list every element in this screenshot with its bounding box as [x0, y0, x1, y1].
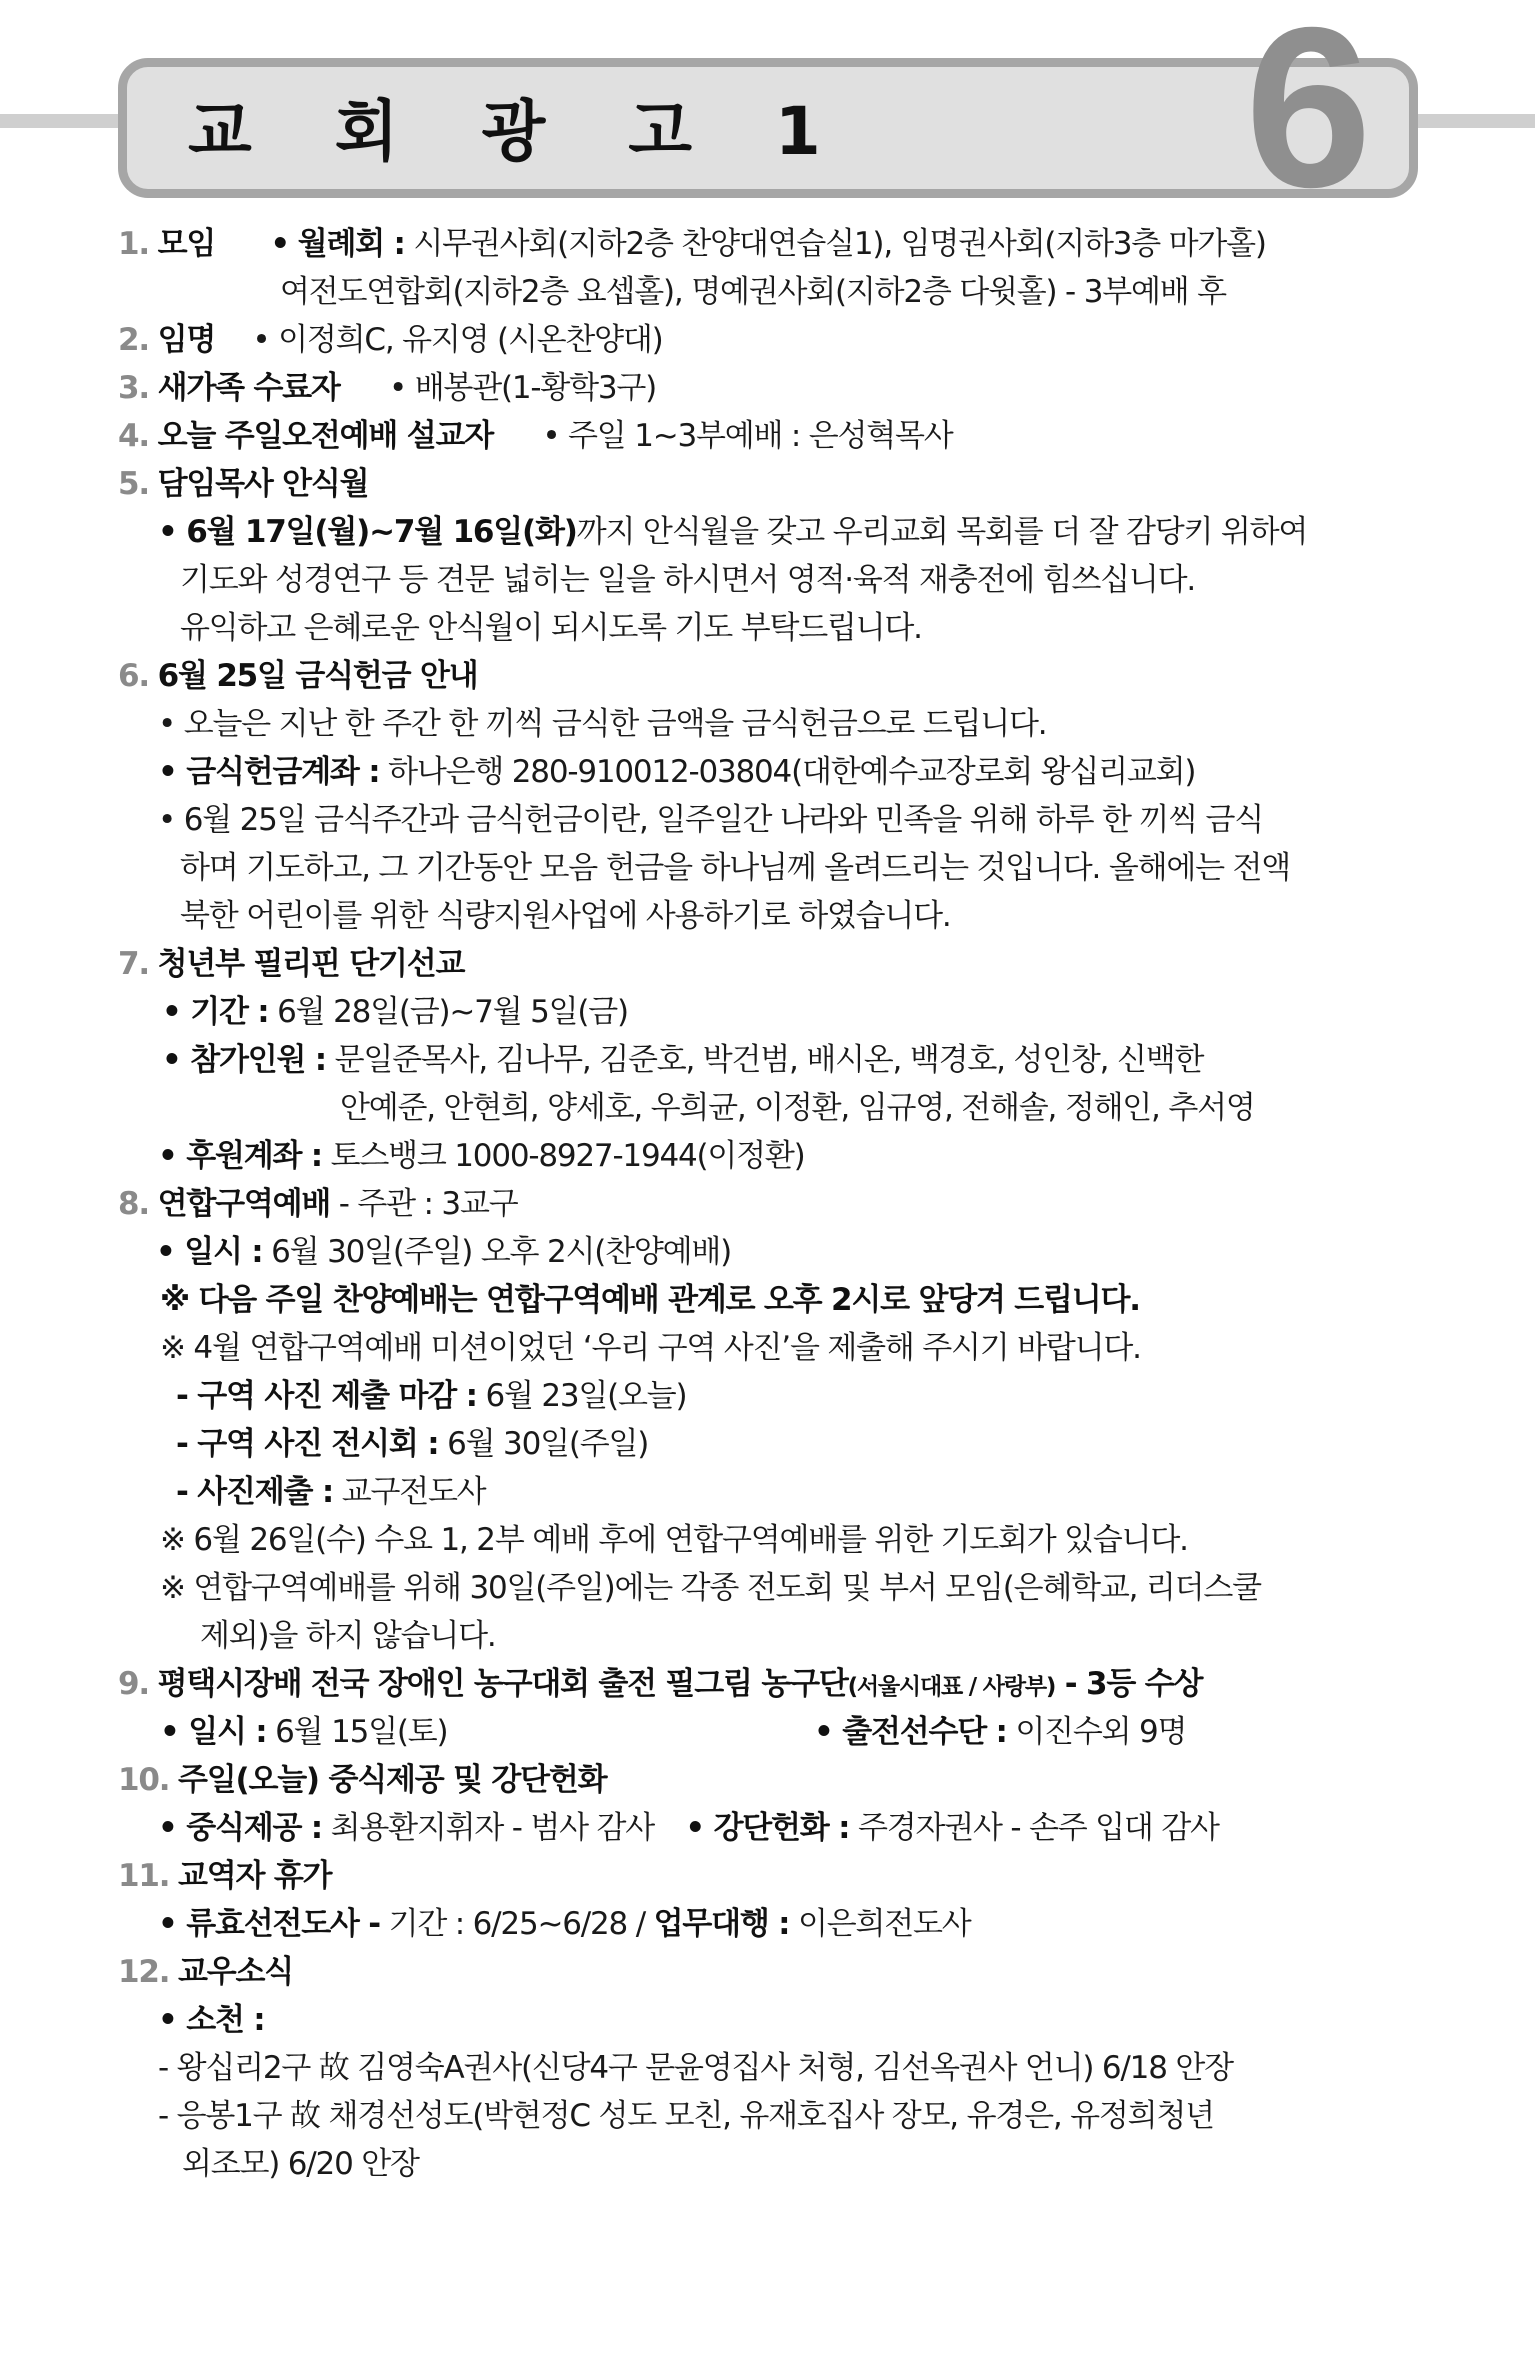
item-label: - 구역 사진 제출 마감 : — [176, 1378, 477, 1414]
section-8-line-4 — [118, 1372, 1428, 1420]
section-number: 11. — [118, 1858, 170, 1894]
section-title: 주일(오늘) 중식제공 및 강단헌화 — [177, 1762, 607, 1798]
item-text: 기간 : 6/25~6/28 / — [379, 1906, 654, 1942]
section-9-title-line — [118, 1660, 1428, 1708]
section-3-line-1 — [118, 364, 1428, 412]
item-label: • 참가인원 : — [162, 1042, 326, 1078]
section-6-line-2 — [118, 748, 1428, 796]
section-8-line-2: ※ 다음 주일 찬양예배는 연합구역예배 관계로 오후 2시로 앞당겨 드립니다. — [160, 1282, 1140, 1318]
section-title: 오늘 주일오전예배 설교자 — [157, 418, 493, 454]
section-8-line-8: ※ 연합구역예배를 위해 30일(주일)에는 각종 전도회 및 부서 모임(은혜학교, 리더스쿨 — [160, 1570, 1261, 1606]
section-number: 6. — [118, 658, 149, 694]
item-text: 최용환지휘자 - 범사 감사 — [321, 1810, 655, 1846]
section-8-line-7: ※ 6월 26일(수) 수요 1, 2부 예배 후에 연합구역예배를 위한 기도회가 있습니다. — [160, 1522, 1188, 1558]
section-title: 6월 25일 금식헌금 안내 — [157, 658, 478, 694]
section-6-line-1: • 오늘은 지난 한 주간 한 끼씩 금식한 금액을 금식헌금으로 드립니다. — [158, 706, 1047, 742]
item-text: 6월 30일(주일) 오후 2시(찬양예배) — [262, 1234, 731, 1270]
item-label: • 후원계좌 : — [158, 1138, 322, 1174]
item-label: • 금식헌금계좌 : — [158, 754, 380, 790]
section-number: 2. — [118, 322, 149, 358]
section-number: 10. — [118, 1762, 170, 1798]
item-label: • 기간 : — [162, 994, 269, 1030]
item-text: 까지 안식월을 갖고 우리교회 목회를 더 잘 감당키 위하여 — [576, 514, 1308, 550]
item-text: 6월 15일(토) — [266, 1714, 448, 1750]
section-8-line-3: ※ 4월 연합구역예배 미션이었던 ‘우리 구역 사진’을 제출해 주시기 바랍니다. — [160, 1330, 1141, 1366]
item-label: • 일시 : — [156, 1234, 263, 1270]
page-title: 교 회 광 고 1 — [188, 93, 851, 170]
page-number: 6 — [1245, 0, 1372, 235]
section-5-line-2: 기도와 성경연구 등 견문 넓히는 일을 하시면서 영적·육적 재충전에 힘쓰십니다. — [180, 562, 1196, 598]
section-11-line-1 — [118, 1900, 1428, 1948]
section-title-note: (서울시대표 / 사랑부) — [847, 1674, 1056, 1700]
item-label: • 류효선전도사 - — [158, 1906, 380, 1942]
section-number: 9. — [118, 1666, 149, 1702]
item-text: 6월 23일(오늘) — [476, 1378, 687, 1414]
bullet: • — [270, 226, 290, 262]
section-number: 12. — [118, 1954, 170, 1990]
item-text: 시무권사회(지하2층 찬양대연습실1), 임명권사회(지하3층 마가홀) — [404, 226, 1266, 262]
section-9-line-1 — [118, 1708, 1428, 1756]
section-10-line-1 — [118, 1804, 1428, 1852]
item-label: • 출전선수단 : — [814, 1714, 1007, 1750]
section-8-line-1 — [118, 1228, 1428, 1276]
section-title: 교역자 휴가 — [177, 1858, 332, 1894]
section-title: 새가족 수료자 — [157, 370, 340, 406]
item-label: 업무대행 : — [653, 1906, 790, 1942]
item-text: 이은희전도사 — [789, 1906, 971, 1942]
section-7-line-2 — [118, 1036, 1428, 1084]
section-8-title-line — [118, 1180, 1428, 1228]
section-title: 청년부 필리핀 단기선교 — [157, 946, 465, 982]
section-12-line-4: 외조모) 6/20 안장 — [182, 2146, 419, 2182]
section-number: 8. — [118, 1186, 149, 1222]
section-10-title-line — [118, 1756, 1428, 1804]
section-number: 3. — [118, 370, 149, 406]
section-subtitle: - 주관 : 3교구 — [330, 1186, 518, 1222]
section-5-line-1 — [118, 508, 1428, 556]
item-label: • 6월 17일(월)~7월 16일(화) — [158, 514, 577, 550]
section-number: 7. — [118, 946, 149, 982]
section-title: 평택시장배 전국 장애인 농구대회 출전 필그림 농구단 — [157, 1666, 848, 1702]
item-text: 6월 30일(주일) — [438, 1426, 649, 1462]
section-7-line-4 — [118, 1132, 1428, 1180]
section-1-line-2: 여전도연합회(지하2층 요셉홀), 명예권사회(지하2층 다윗홀) - 3부예배 후 — [280, 274, 1226, 310]
section-8-line-5 — [118, 1420, 1428, 1468]
section-title: 연합구역예배 — [157, 1186, 331, 1222]
announcement-list — [118, 220, 1428, 2188]
section-12-line-3: - 응봉1구 故 채경선성도(박현정C 성도 모친, 유재호집사 장모, 유경은, 유정희청년 — [158, 2098, 1214, 2134]
section-title-award: - 3등 수상 — [1055, 1666, 1203, 1702]
section-12-line-1: • 소천 : — [158, 2002, 265, 2038]
item-text: 6월 28일(금)~7월 5일(금) — [268, 994, 628, 1030]
section-12-line-2: - 왕십리2구 故 김영숙A권사(신당4구 문윤영집사 처형, 김선옥권사 언니) 6/18 안장 — [158, 2050, 1233, 2086]
section-title: 임명 — [157, 322, 216, 358]
section-12-title-line — [118, 1948, 1428, 1996]
section-number: 5. — [118, 466, 149, 502]
section-7-title-line — [118, 940, 1428, 988]
item-text: • 주일 1~3부예배 : 은성혁목사 — [542, 418, 953, 454]
section-8-line-9: 제외)을 하지 않습니다. — [200, 1618, 496, 1654]
section-1-line-1 — [118, 220, 1428, 268]
item-label: • 강단헌화 : — [685, 1810, 850, 1846]
item-label: 월례회 : — [297, 226, 405, 262]
section-11-title-line — [118, 1852, 1428, 1900]
section-8-line-6 — [118, 1468, 1428, 1516]
section-5-title-line — [118, 460, 1428, 508]
item-label: • 일시 : — [160, 1714, 267, 1750]
item-label: - 구역 사진 전시회 : — [176, 1426, 439, 1462]
section-6-line-5: 북한 어린이를 위한 식량지원사업에 사용하기로 하였습니다. — [180, 898, 951, 934]
section-number: 1. — [118, 226, 149, 262]
section-6-title-line — [118, 652, 1428, 700]
item-text: 이진수외 9명 — [1006, 1714, 1187, 1750]
section-5-line-3: 유익하고 은혜로운 안식월이 되시도록 기도 부탁드립니다. — [180, 610, 922, 646]
section-6-line-3: • 6월 25일 금식주간과 금식헌금이란, 일주일간 나라와 민족을 위해 하루 한 끼씩 금식 — [158, 802, 1264, 838]
item-text: 토스뱅크 1000-8927-1944(이정환) — [321, 1138, 805, 1174]
section-title: 모임 — [157, 226, 216, 262]
section-title: 교우소식 — [177, 1954, 293, 1990]
item-label: - 사진제출 : — [176, 1474, 334, 1510]
section-4-line-1 — [118, 412, 1428, 460]
item-text: 하나은행 280-910012-03804(대한예수교장로회 왕십리교회) — [379, 754, 1196, 790]
section-7-line-1 — [118, 988, 1428, 1036]
item-text: • 이정희C, 유지영 (시온찬양대) — [252, 322, 663, 358]
item-text: 주경자권사 - 손주 입대 감사 — [849, 1810, 1219, 1846]
item-text: 문일준목사, 김나무, 김준호, 박건범, 배시온, 백경호, 성인창, 신백한 — [325, 1042, 1204, 1078]
item-text: 교구전도사 — [333, 1474, 486, 1510]
item-text: • 배봉관(1-황학3구) — [389, 370, 657, 406]
section-number: 4. — [118, 418, 149, 454]
section-2-line-1 — [118, 316, 1428, 364]
item-label: • 중식제공 : — [158, 1810, 322, 1846]
section-7-line-3: 안예준, 안현희, 양세호, 우희균, 이정환, 임규영, 전해솔, 정해인, 추서영 — [340, 1090, 1255, 1126]
section-title: 담임목사 안식월 — [157, 466, 369, 502]
section-6-line-4: 하며 기도하고, 그 기간동안 모음 헌금을 하나님께 올려드리는 것입니다. 올해에는 전액 — [180, 850, 1290, 886]
